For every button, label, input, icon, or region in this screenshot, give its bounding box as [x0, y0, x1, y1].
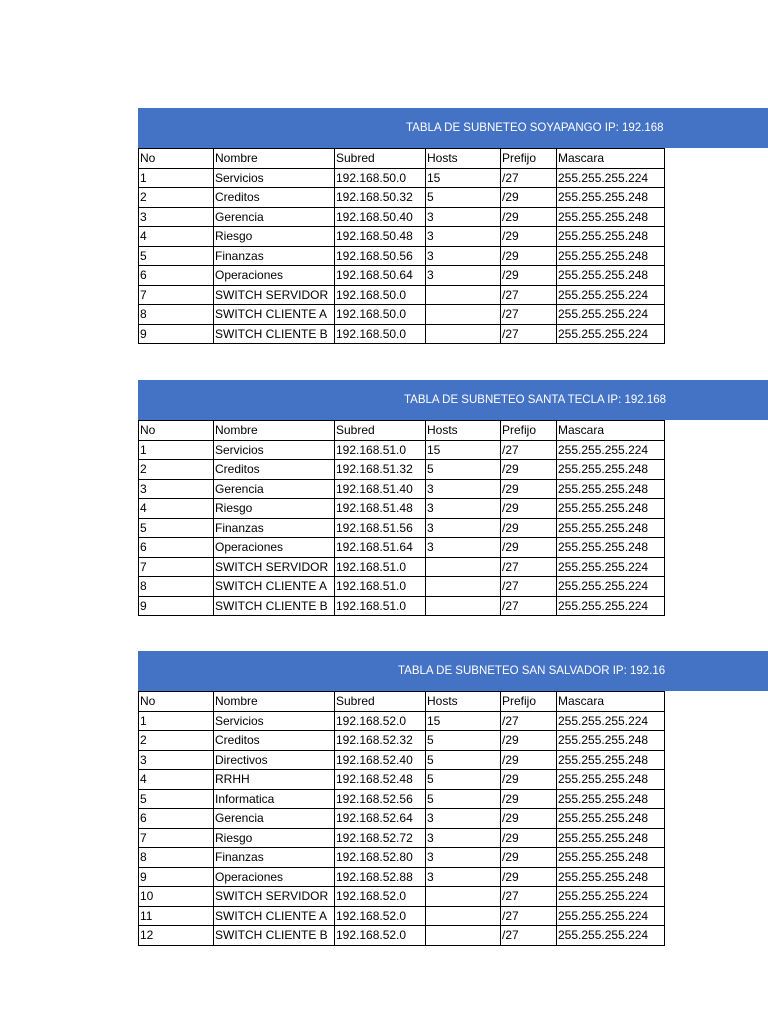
table-cell[interactable]: 192.168.51.0 [335, 440, 426, 460]
table-cell[interactable]: 8 [139, 577, 214, 597]
table-cell[interactable]: SWITCH CLIENTE B [214, 926, 335, 946]
table-row [139, 538, 665, 558]
table-cell[interactable]: 15 [426, 711, 501, 731]
column-header[interactable]: Hosts [426, 421, 501, 441]
table-cell[interactable]: 255.255.255.248 [557, 731, 665, 751]
table-cell[interactable]: 192.168.52.64 [335, 809, 426, 829]
table-cell[interactable]: SWITCH CLIENTE A [214, 577, 335, 597]
table-cell[interactable]: /29 [501, 479, 557, 499]
table-cell[interactable]: 7 [139, 285, 214, 305]
table-cell[interactable]: /29 [501, 731, 557, 751]
table-cell[interactable]: /29 [501, 828, 557, 848]
table-cell[interactable]: 1 [139, 711, 214, 731]
table-cell[interactable]: 255.255.255.224 [557, 168, 665, 188]
table-cell[interactable]: 4 [139, 499, 214, 519]
table-row [139, 285, 665, 305]
header-row [139, 692, 665, 712]
subnet-table-block [138, 651, 768, 946]
column-header[interactable]: Nombre [214, 421, 335, 441]
table-cell[interactable]: Operaciones [214, 266, 335, 286]
table-cell[interactable]: 3 [426, 809, 501, 829]
table-cell[interactable]: 255.255.255.248 [557, 460, 665, 480]
header-row [139, 421, 665, 441]
table-cell[interactable]: /27 [501, 285, 557, 305]
table-cell[interactable]: 255.255.255.248 [557, 227, 665, 247]
table-cell[interactable]: Servicios [214, 168, 335, 188]
table-cell[interactable]: 3 [426, 246, 501, 266]
table-cell[interactable]: /29 [501, 460, 557, 480]
table-row [139, 577, 665, 597]
table-cell[interactable]: 192.168.52.0 [335, 887, 426, 907]
table-cell[interactable]: 5 [426, 789, 501, 809]
table-row [139, 828, 665, 848]
table-cell[interactable]: 192.168.52.0 [335, 926, 426, 946]
table-cell[interactable] [426, 285, 501, 305]
table-cell[interactable]: /29 [501, 266, 557, 286]
table-cell[interactable]: 192.168.50.32 [335, 188, 426, 208]
table-cell[interactable]: 255.255.255.224 [557, 557, 665, 577]
table-cell[interactable]: Informatica [214, 789, 335, 809]
table-row [139, 731, 665, 751]
table-cell[interactable]: 10 [139, 887, 214, 907]
column-header[interactable]: Mascara [557, 149, 665, 169]
table-cell[interactable]: 2 [139, 731, 214, 751]
table-cell[interactable]: /29 [501, 750, 557, 770]
subnet-table [138, 691, 665, 946]
table-row [139, 188, 665, 208]
table-cell[interactable]: 5 [139, 246, 214, 266]
table-cell[interactable]: Gerencia [214, 207, 335, 227]
table-cell[interactable]: /27 [501, 440, 557, 460]
table-row [139, 305, 665, 325]
table-cell[interactable]: /29 [501, 848, 557, 868]
table-cell[interactable]: /27 [501, 324, 557, 344]
column-header[interactable]: Nombre [214, 149, 335, 169]
table-cell[interactable]: 192.168.50.48 [335, 227, 426, 247]
table-cell[interactable]: Servicios [214, 711, 335, 731]
table-cell[interactable]: 4 [139, 227, 214, 247]
table-cell[interactable]: 255.255.255.224 [557, 285, 665, 305]
table-cell[interactable]: /29 [501, 227, 557, 247]
table-cell[interactable]: Riesgo [214, 499, 335, 519]
table-cell[interactable]: Creditos [214, 460, 335, 480]
table-cell[interactable]: 255.255.255.248 [557, 538, 665, 558]
table-cell[interactable]: 255.255.255.248 [557, 789, 665, 809]
table-cell[interactable] [426, 596, 501, 616]
table-cell[interactable]: 5 [426, 750, 501, 770]
table-cell[interactable]: 192.168.51.48 [335, 499, 426, 519]
table-row [139, 596, 665, 616]
table-row [139, 440, 665, 460]
table-row [139, 887, 665, 907]
table-cell[interactable]: 3 [139, 479, 214, 499]
table-cell[interactable]: /29 [501, 770, 557, 790]
table-cell[interactable]: 192.168.52.88 [335, 867, 426, 887]
table-title: TABLA DE SUBNETEO SAN SALVADOR IP: 192.16 [398, 665, 666, 677]
table-cell[interactable]: 255.255.255.224 [557, 324, 665, 344]
table-row [139, 227, 665, 247]
table-cell[interactable]: Creditos [214, 731, 335, 751]
table-cell[interactable] [426, 557, 501, 577]
table-cell[interactable]: Finanzas [214, 246, 335, 266]
table-row [139, 926, 665, 946]
table-cell[interactable]: 255.255.255.248 [557, 848, 665, 868]
table-cell[interactable]: SWITCH CLIENTE A [214, 906, 335, 926]
table-cell[interactable]: 5 [426, 188, 501, 208]
column-header[interactable]: Nombre [214, 692, 335, 712]
table-cell[interactable]: /27 [501, 887, 557, 907]
column-header[interactable]: Hosts [426, 149, 501, 169]
table-cell[interactable]: Riesgo [214, 828, 335, 848]
table-cell[interactable]: SWITCH SERVIDOR [214, 887, 335, 907]
table-cell[interactable]: 15 [426, 440, 501, 460]
table-cell[interactable]: 4 [139, 770, 214, 790]
table-cell[interactable]: 255.255.255.248 [557, 479, 665, 499]
table-cell[interactable]: /27 [501, 577, 557, 597]
column-header[interactable]: Prefijo [501, 421, 557, 441]
table-cell[interactable]: 192.168.50.0 [335, 324, 426, 344]
table-cell[interactable]: Finanzas [214, 848, 335, 868]
table-cell[interactable]: Directivos [214, 750, 335, 770]
table-cell[interactable]: 9 [139, 596, 214, 616]
table-cell[interactable] [426, 577, 501, 597]
table-cell[interactable]: SWITCH CLIENTE B [214, 596, 335, 616]
table-cell[interactable]: /27 [501, 711, 557, 731]
table-row [139, 168, 665, 188]
table-row [139, 711, 665, 731]
table-cell[interactable]: 255.255.255.224 [557, 596, 665, 616]
table-cell[interactable]: 255.255.255.224 [557, 305, 665, 325]
table-cell[interactable]: 192.168.51.56 [335, 518, 426, 538]
table-cell[interactable]: 255.255.255.224 [557, 577, 665, 597]
table-cell[interactable]: 3 [426, 479, 501, 499]
table-cell[interactable]: 255.255.255.248 [557, 770, 665, 790]
table-cell[interactable]: 6 [139, 266, 214, 286]
table-row [139, 207, 665, 227]
table-cell[interactable]: 192.168.50.0 [335, 305, 426, 325]
table-cell[interactable]: 8 [139, 305, 214, 325]
table-row [139, 770, 665, 790]
table-cell[interactable]: /29 [501, 518, 557, 538]
table-title: TABLA DE SUBNETEO SANTA TECLA IP: 192.168 [404, 394, 667, 406]
table-cell[interactable]: 3 [139, 207, 214, 227]
table-cell[interactable]: 255.255.255.224 [557, 926, 665, 946]
table-cell[interactable]: 255.255.255.248 [557, 867, 665, 887]
table-cell[interactable] [426, 305, 501, 325]
table-cell[interactable]: 15 [426, 168, 501, 188]
table-cell[interactable]: 192.168.50.40 [335, 207, 426, 227]
table-cell[interactable]: 255.255.255.224 [557, 440, 665, 460]
table-cell[interactable]: /27 [501, 168, 557, 188]
table-cell[interactable]: 255.255.255.248 [557, 518, 665, 538]
table-cell[interactable]: 3 [426, 266, 501, 286]
table-row [139, 246, 665, 266]
table-cell[interactable]: 192.168.52.48 [335, 770, 426, 790]
table-row [139, 789, 665, 809]
table-cell[interactable]: 255.255.255.248 [557, 828, 665, 848]
table-cell[interactable]: /29 [501, 188, 557, 208]
table-cell[interactable]: Operaciones [214, 538, 335, 558]
subnet-table-block [138, 108, 768, 344]
table-cell[interactable]: SWITCH CLIENTE A [214, 305, 335, 325]
table-cell[interactable]: 3 [426, 518, 501, 538]
table-cell[interactable]: 192.168.50.56 [335, 246, 426, 266]
table-cell[interactable]: 192.168.52.0 [335, 711, 426, 731]
table-row [139, 518, 665, 538]
table-cell[interactable]: 192.168.52.40 [335, 750, 426, 770]
table-row [139, 479, 665, 499]
table-cell[interactable]: 7 [139, 828, 214, 848]
table-cell[interactable]: 192.168.50.0 [335, 168, 426, 188]
table-cell[interactable]: 255.255.255.224 [557, 887, 665, 907]
table-cell[interactable]: 255.255.255.248 [557, 266, 665, 286]
table-cell[interactable]: 9 [139, 867, 214, 887]
table-cell[interactable]: 3 [426, 867, 501, 887]
table-cell[interactable]: 192.168.51.40 [335, 479, 426, 499]
table-cell[interactable]: SWITCH SERVIDOR [214, 285, 335, 305]
table-cell[interactable]: 255.255.255.248 [557, 188, 665, 208]
table-cell[interactable] [426, 926, 501, 946]
table-cell[interactable]: Riesgo [214, 227, 335, 247]
table-cell[interactable]: 192.168.51.0 [335, 577, 426, 597]
table-row [139, 557, 665, 577]
table-cell[interactable]: 3 [426, 538, 501, 558]
table-cell[interactable]: /29 [501, 246, 557, 266]
table-cell[interactable]: 192.168.50.0 [335, 285, 426, 305]
table-row [139, 499, 665, 519]
column-header[interactable]: Prefijo [501, 692, 557, 712]
table-cell[interactable]: /27 [501, 906, 557, 926]
subnet-table [138, 420, 665, 616]
table-cell[interactable]: 1 [139, 440, 214, 460]
table-row [139, 750, 665, 770]
table-cell[interactable]: 3 [139, 750, 214, 770]
column-header[interactable]: Prefijo [501, 149, 557, 169]
table-cell[interactable]: 5 [426, 460, 501, 480]
table-cell[interactable]: 192.168.52.56 [335, 789, 426, 809]
table-cell[interactable]: 192.168.52.72 [335, 828, 426, 848]
table-cell[interactable]: /27 [501, 557, 557, 577]
table-cell[interactable]: 3 [426, 848, 501, 868]
subnet-table [138, 148, 665, 344]
table-cell[interactable]: 192.168.51.64 [335, 538, 426, 558]
table-row [139, 848, 665, 868]
table-cell[interactable] [426, 887, 501, 907]
table-cell[interactable]: 255.255.255.248 [557, 809, 665, 829]
table-cell[interactable]: RRHH [214, 770, 335, 790]
table-cell[interactable]: /29 [501, 809, 557, 829]
table-row [139, 266, 665, 286]
table-cell[interactable]: /29 [501, 789, 557, 809]
table-cell[interactable]: SWITCH CLIENTE B [214, 324, 335, 344]
table-cell[interactable]: 192.168.51.0 [335, 557, 426, 577]
table-row [139, 324, 665, 344]
table-cell[interactable]: 255.255.255.224 [557, 906, 665, 926]
table-cell[interactable]: 192.168.52.32 [335, 731, 426, 751]
table-cell[interactable]: 192.168.50.64 [335, 266, 426, 286]
column-header[interactable]: Subred [335, 149, 426, 169]
table-row [139, 906, 665, 926]
table-cell[interactable]: 1 [139, 168, 214, 188]
table-cell[interactable]: 5 [426, 770, 501, 790]
table-cell[interactable]: Gerencia [214, 479, 335, 499]
table-cell[interactable]: 2 [139, 460, 214, 480]
table-cell[interactable]: 255.255.255.248 [557, 750, 665, 770]
table-cell[interactable]: 6 [139, 809, 214, 829]
table-cell[interactable]: Servicios [214, 440, 335, 460]
table-cell[interactable]: 6 [139, 538, 214, 558]
column-header[interactable]: No [139, 692, 214, 712]
table-cell[interactable]: 192.168.52.80 [335, 848, 426, 868]
table-cell[interactable]: 5 [139, 518, 214, 538]
table-cell[interactable]: 12 [139, 926, 214, 946]
table-cell[interactable]: /27 [501, 596, 557, 616]
table-title-banner [138, 380, 768, 420]
table-cell[interactable] [426, 324, 501, 344]
subnet-table-block [138, 380, 768, 616]
table-title: TABLA DE SUBNETEO SOYAPANGO IP: 192.168 [406, 122, 664, 134]
column-header[interactable]: Mascara [557, 692, 665, 712]
table-cell[interactable]: 3 [426, 499, 501, 519]
table-cell[interactable]: 3 [426, 828, 501, 848]
column-header[interactable]: Hosts [426, 692, 501, 712]
table-cell[interactable]: 255.255.255.248 [557, 246, 665, 266]
table-cell[interactable]: 5 [426, 731, 501, 751]
table-cell[interactable]: Creditos [214, 188, 335, 208]
table-row [139, 867, 665, 887]
table-cell[interactable]: 5 [139, 789, 214, 809]
table-cell[interactable]: 2 [139, 188, 214, 208]
table-cell[interactable]: SWITCH SERVIDOR [214, 557, 335, 577]
table-cell[interactable]: 3 [426, 227, 501, 247]
table-cell[interactable]: Finanzas [214, 518, 335, 538]
table-row [139, 460, 665, 480]
table-cell[interactable]: /29 [501, 207, 557, 227]
column-header[interactable]: No [139, 421, 214, 441]
table-cell[interactable]: /29 [501, 499, 557, 519]
table-cell[interactable]: 192.168.52.0 [335, 906, 426, 926]
table-cell[interactable]: 192.168.51.32 [335, 460, 426, 480]
table-row [139, 809, 665, 829]
table-cell[interactable]: Operaciones [214, 867, 335, 887]
column-header[interactable]: Subred [335, 692, 426, 712]
table-cell[interactable]: /27 [501, 305, 557, 325]
table-cell[interactable]: 255.255.255.248 [557, 207, 665, 227]
table-cell[interactable]: 255.255.255.224 [557, 711, 665, 731]
table-cell[interactable]: 255.255.255.248 [557, 499, 665, 519]
column-header[interactable]: No [139, 149, 214, 169]
header-row [139, 149, 665, 169]
column-header[interactable]: Subred [335, 421, 426, 441]
table-cell[interactable]: Gerencia [214, 809, 335, 829]
table-cell[interactable]: 11 [139, 906, 214, 926]
table-cell[interactable]: 8 [139, 848, 214, 868]
table-cell[interactable] [426, 906, 501, 926]
table-cell[interactable]: /27 [501, 926, 557, 946]
table-cell[interactable]: 192.168.51.0 [335, 596, 426, 616]
table-cell[interactable]: /29 [501, 867, 557, 887]
table-cell[interactable]: 9 [139, 324, 214, 344]
table-title-banner [138, 108, 768, 148]
table-cell[interactable]: 7 [139, 557, 214, 577]
column-header[interactable]: Mascara [557, 421, 665, 441]
table-cell[interactable]: 3 [426, 207, 501, 227]
table-title-banner [138, 651, 768, 691]
table-cell[interactable]: /29 [501, 538, 557, 558]
